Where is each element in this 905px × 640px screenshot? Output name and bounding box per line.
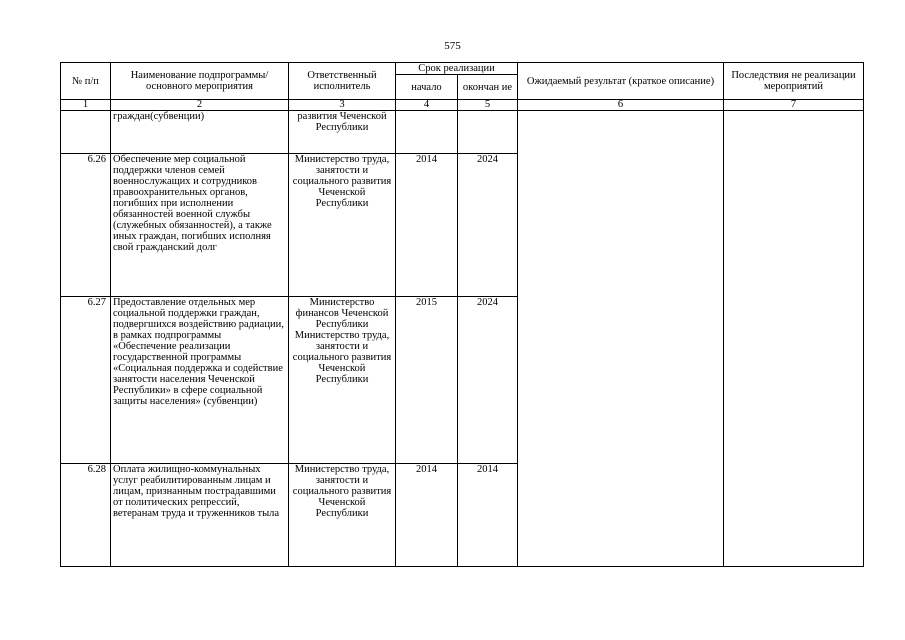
row-start: 2015 [396, 297, 458, 464]
header-result: Ожидаемый результат (краткое описание) [518, 63, 724, 100]
header-period: Срок реализации [396, 63, 518, 75]
program-table [60, 62, 864, 567]
row-executor: Министерство труда, занятости и социального развития Чеченской Республики [289, 154, 396, 297]
result-cell [518, 111, 724, 567]
row-start: 2014 [396, 464, 458, 567]
row-name: граждан(субвенции) [111, 111, 289, 154]
row-end: 2024 [458, 154, 518, 297]
column-number: 5 [458, 100, 518, 111]
row-number [61, 111, 111, 154]
row-name: Обеспечение мер социальной поддержки членов семей военнослужащих и сотрудников правоохранительных органов, погибших при исполнении обязанностей военной службы (служебных обязанностей), а также иных граждан, погибших исполняя свой гражданский долг [111, 154, 289, 297]
column-number: 3 [289, 100, 396, 111]
row-end: 2014 [458, 464, 518, 567]
header-row [61, 63, 864, 75]
header-executor: Ответственный исполнитель [289, 63, 396, 100]
row-end [458, 111, 518, 154]
row-number: 6.28 [61, 464, 111, 567]
row-executor: Министерство финансов Чеченской Республики Министерство труда, занятости и социального развития Чеченской Республики [289, 297, 396, 464]
header-consequences: Последствия не реализации мероприятий [724, 63, 864, 100]
column-number: 4 [396, 100, 458, 111]
row-number: 6.27 [61, 297, 111, 464]
header-start: начало [396, 75, 458, 100]
page-number: 575 [444, 40, 461, 52]
row-number: 6.26 [61, 154, 111, 297]
consequences-cell [724, 111, 864, 567]
row-executor: развития Чеченской Республики [289, 111, 396, 154]
column-number: 2 [111, 100, 289, 111]
row-executor: Министерство труда, занятости и социального развития Чеченской Республики [289, 464, 396, 567]
row-start [396, 111, 458, 154]
header-name: Наименование подпрограммы/ основного мероприятия [111, 63, 289, 100]
column-number: 7 [724, 100, 864, 111]
row-name: Предоставление отдельных мер социальной поддержки граждан, подвергшихся воздействию радиации, в рамках подпрограммы «Обеспечение реализации государственной программы «Социальная поддержка и содействие занятости населения Чеченской Республики» в сфере социальной защиты населения» (субвенции) [111, 297, 289, 464]
header-end: окончан ие [458, 75, 518, 100]
row-start: 2014 [396, 154, 458, 297]
column-number: 1 [61, 100, 111, 111]
column-numbers-row [61, 100, 864, 111]
row-end: 2024 [458, 297, 518, 464]
row-name: Оплата жилищно-коммунальных услуг реабилитированным лицам и лицам, признанным пострадавшими от политических репрессий, ветеранам труда и труженников тыла [111, 464, 289, 567]
column-number: 6 [518, 100, 724, 111]
table-row [61, 111, 864, 154]
header-number: № п/п [61, 63, 111, 100]
